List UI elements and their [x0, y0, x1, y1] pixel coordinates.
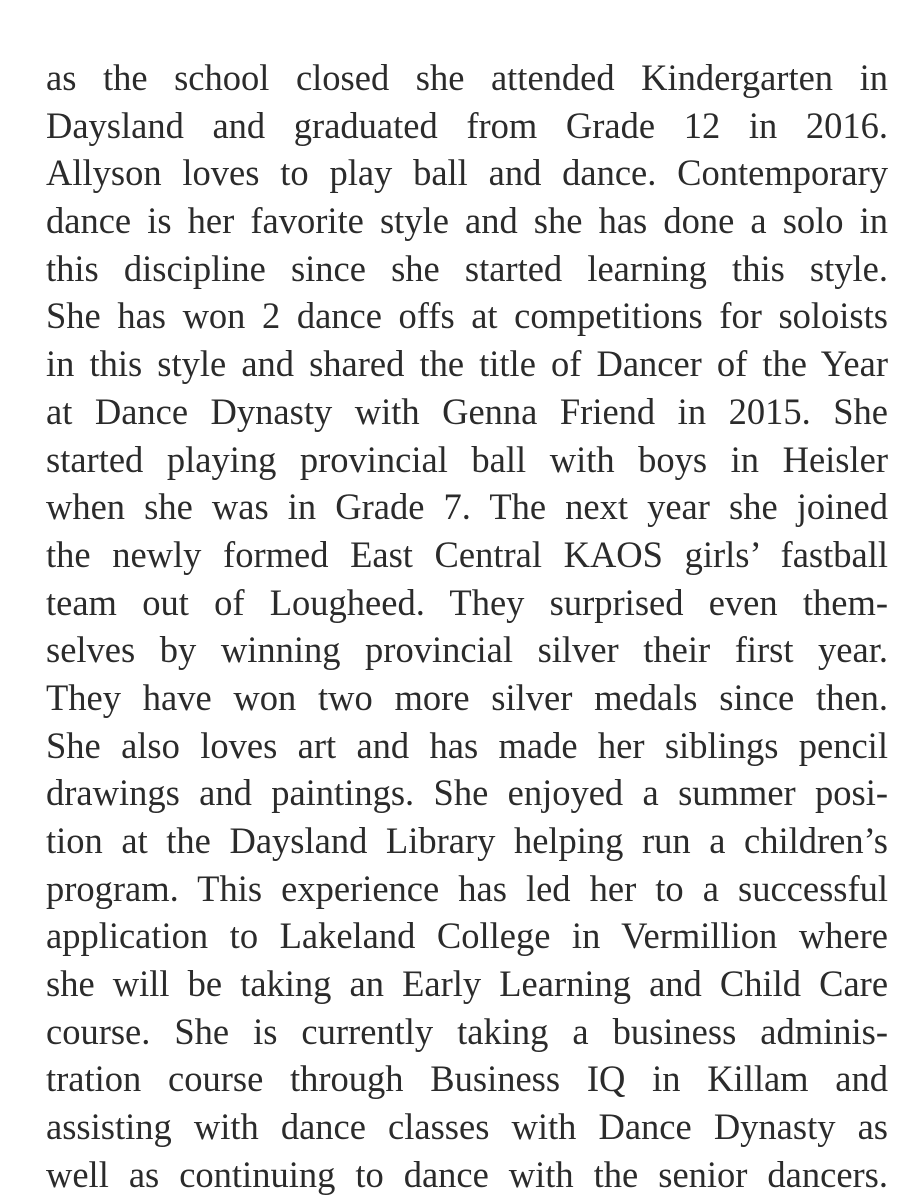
article-body — [46, 54, 888, 1199]
text-line: dance is her favorite style and she has done a solo in — [46, 200, 888, 242]
text-line: They have won two more silver medals since then. — [46, 676, 888, 718]
text-line: assisting with dance classes with Dance Dynasty as — [46, 1106, 888, 1148]
text-line: when she was in Grade 7. The next year she joined — [46, 486, 888, 528]
text-line: drawings and paintings. She enjoyed a summer posi- — [46, 772, 888, 814]
text-line: she will be taking an Early Learning and Child Care — [46, 963, 888, 1005]
text-line: program. This experience has led her to a successful — [46, 867, 888, 909]
text-line: She also loves art and has made her siblings pencil — [46, 724, 888, 766]
text-line: Daysland and graduated from Grade 12 in 2016. — [46, 104, 888, 146]
text-line: application to Lakeland College in Vermillion where — [46, 915, 888, 957]
text-line: course. She is currently taking a business adminis- — [46, 1010, 888, 1052]
text-line: as the school closed she attended Kindergarten in — [46, 57, 888, 98]
text-line: tion at the Daysland Library helping run a children’s — [46, 820, 888, 861]
text-line: selves by winning provincial silver their first year. — [46, 629, 888, 671]
text-line: this discipline since she started learning this style. — [46, 247, 888, 289]
text-line: started playing provincial ball with boys in Heisler — [46, 438, 888, 480]
text-line: Allyson loves to play ball and dance. Contemporary — [46, 152, 888, 194]
text-line: tration course through Business IQ in Killam and — [46, 1058, 888, 1100]
text-line: the newly formed East Central KAOS girls’ fastball — [46, 533, 888, 575]
text-line: She has won 2 dance offs at competitions for soloists — [46, 295, 888, 337]
text-line: team out of Lougheed. They surprised even them- — [46, 581, 888, 623]
text-line: in this style and shared the title of Dancer of the Year — [46, 343, 888, 385]
text-line: well as continuing to dance with the senior dancers. — [46, 1153, 888, 1195]
text-line: at Dance Dynasty with Genna Friend in 2015. She — [46, 390, 888, 432]
